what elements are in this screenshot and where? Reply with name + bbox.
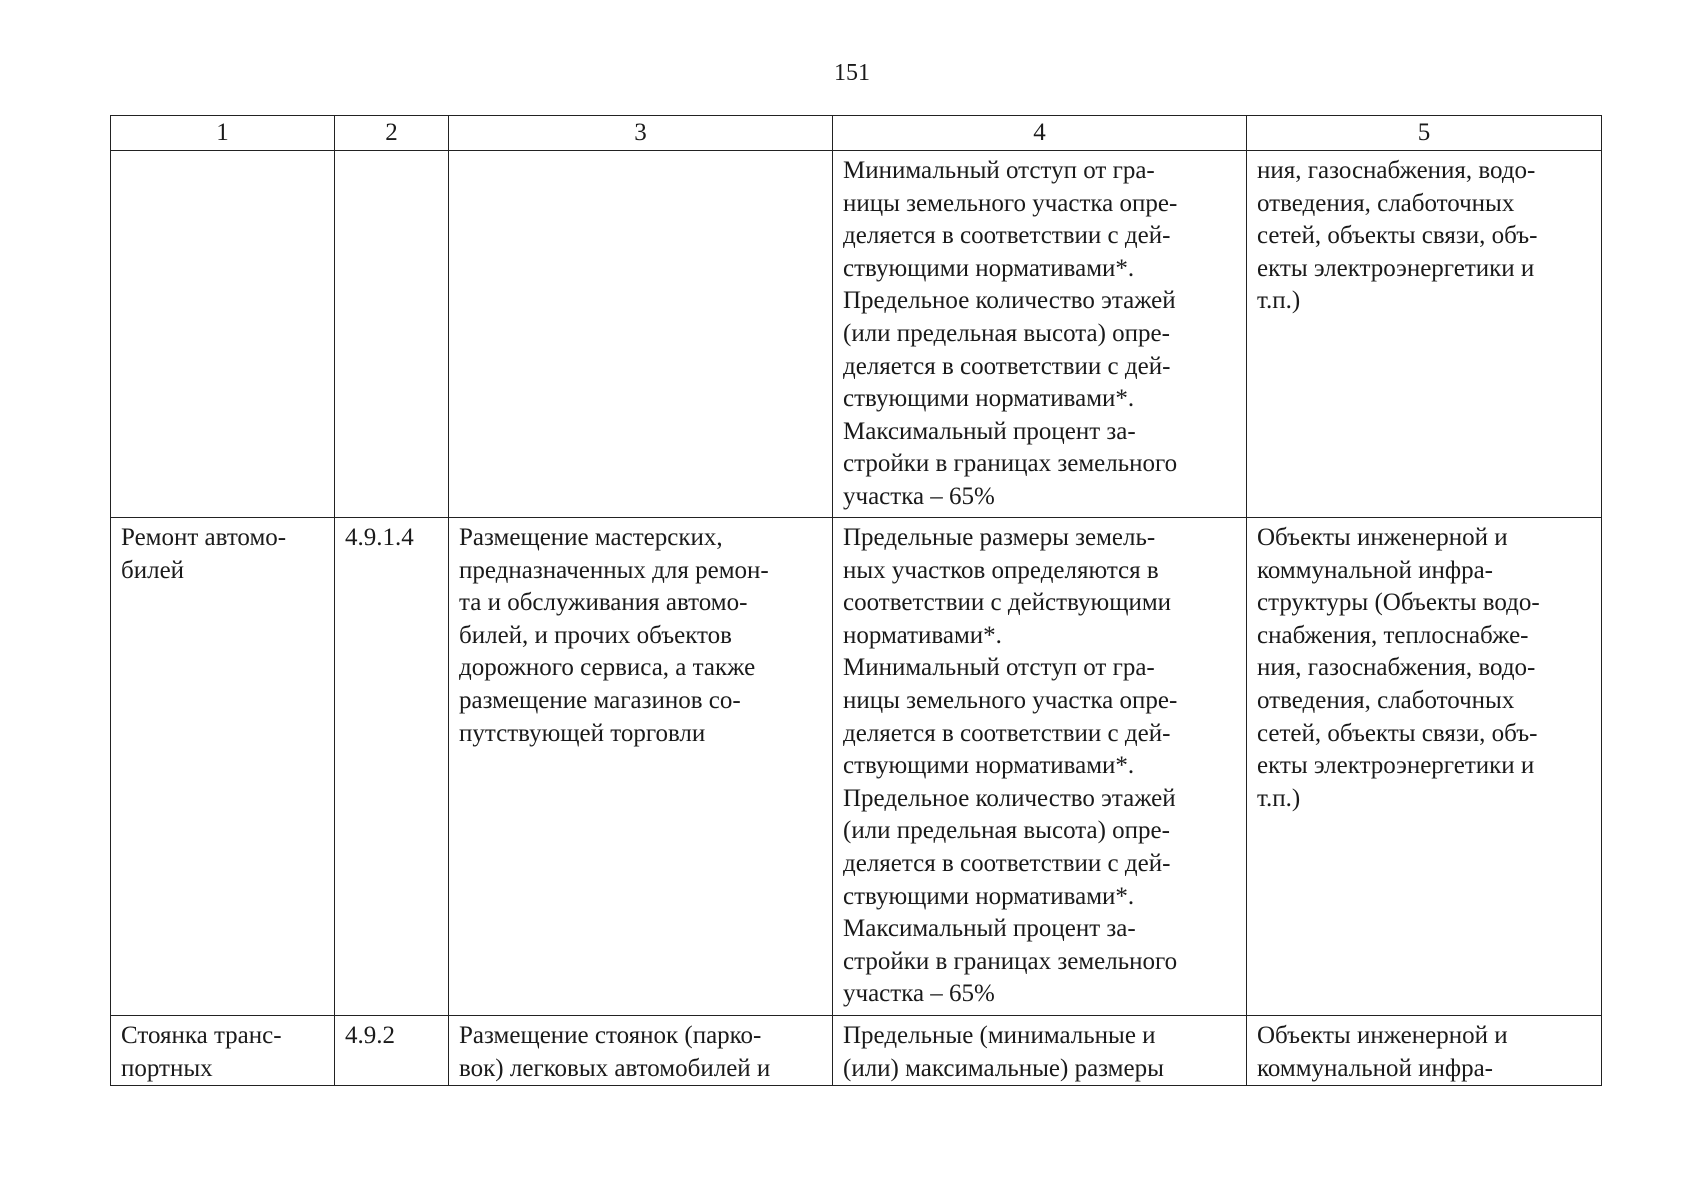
row-cell-parameters: Предельные размеры земель- ных участков определяются в соответствии с действующими нормативами*. Минимальный отступ от гра- ницы земельного участка опре- деляется в соответствии с дей- ствующими нормативами*. Предельное количество этажей (или предельная высота) опре- деляется в соответствии с дей- ствующими нормативами*. Максимальный процент за- стройки в границах земельного участка – 65% [833,518,1247,1016]
row-cell-auxiliary: Объекты инженерной и коммунальной инфра- [1247,1016,1602,1086]
header-cell-1: 1 [111,116,335,151]
row-cell-description [449,151,833,518]
table-row [111,1016,1602,1086]
row-cell-auxiliary: ния, газоснабжения, водо- отведения, слаботочных сетей, объекты связи, объ- екты электроэнергетики и т.п.) [1247,151,1602,518]
header-cell-4: 4 [833,116,1247,151]
header-cell-5: 5 [1247,116,1602,151]
row-cell-description: Размещение мастерских, предназначенных для ремон- та и обслуживания автомо- билей, и прочих объектов дорожного сервиса, а также размещение магазинов со- путствующей торговли [449,518,833,1016]
row-cell-parameters: Минимальный отступ от гра- ницы земельного участка опре- деляется в соответствии с дей- ствующими нормативами*. Предельное количество этажей (или предельная высота) опре- деляется в соответствии с дей- ствующими нормативами*. Максимальный процент за- стройки в границах земельного участка – 65% [833,151,1247,518]
row-cell-name: Ремонт автомо- билей [111,518,335,1016]
row-cell-code: 4.9.1.4 [335,518,449,1016]
table-header-row [111,116,1602,151]
regulations-table [110,115,1602,1086]
row-cell-code: 4.9.2 [335,1016,449,1086]
row-cell-parameters: Предельные (минимальные и (или) максимальные) размеры [833,1016,1247,1086]
table-row [111,151,1602,518]
header-cell-3: 3 [449,116,833,151]
page-number: 151 [834,60,870,86]
row-cell-description: Размещение стоянок (парко- вок) легковых автомобилей и [449,1016,833,1086]
row-cell-name [111,151,335,518]
row-cell-name: Стоянка транс- портных [111,1016,335,1086]
table-row [111,518,1602,1016]
row-cell-code [335,151,449,518]
header-cell-2: 2 [335,116,449,151]
row-cell-auxiliary: Объекты инженерной и коммунальной инфра- структуры (Объекты водо- снабжения, теплоснабже- ния, газоснабжения, водо- отведения, слаботочных сетей, объекты связи, объ- екты электроэнергетики и т.п.) [1247,518,1602,1016]
